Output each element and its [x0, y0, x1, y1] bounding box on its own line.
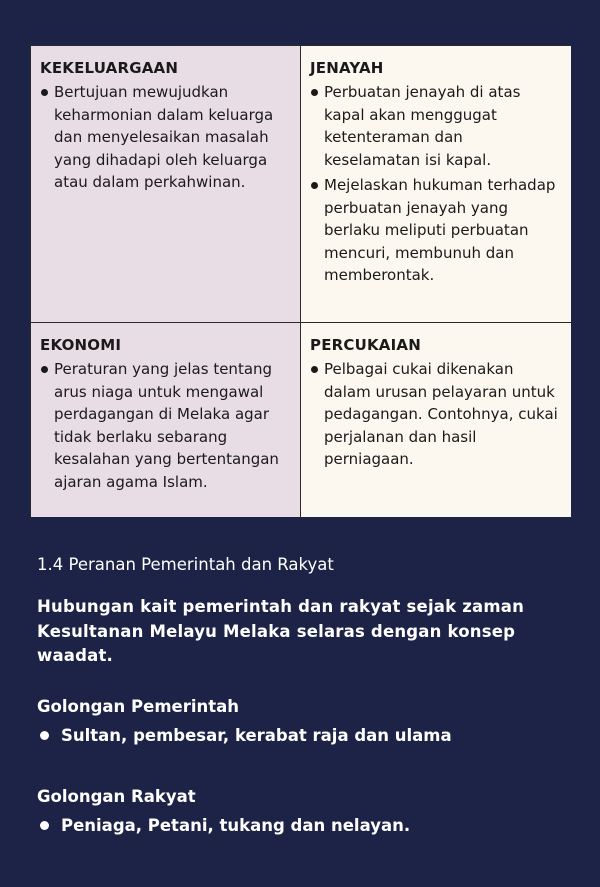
group-item-rakyat [37, 811, 577, 841]
group-title-pemerintah: Golongan Pemerintah [37, 696, 240, 716]
bullet-dot-icon [41, 366, 48, 373]
cell-percukaian [301, 323, 571, 517]
bullet-text: Perbuatan jenayah di atas kapal akan menggugat ketenteraman dan keselamatan isi kapal. [324, 83, 521, 169]
section-intro: Hubungan kait pemerintah dan rakyat sejak zaman Kesultanan Melayu Melaka selaras dengan konsep waadat. [37, 597, 525, 665]
bullet-dot-icon [311, 366, 318, 373]
bullet-dot-icon [311, 89, 318, 96]
cell-heading: KEKELUARGAAN [40, 59, 179, 77]
group-title-rakyat: Golongan Rakyat [37, 786, 196, 806]
group-item-text: Sultan, pembesar, kerabat raja dan ulama [61, 726, 452, 745]
law-table [30, 45, 570, 516]
bullet-dot-icon [311, 182, 318, 189]
bullet-dot-icon [40, 821, 49, 830]
section-title: 1.4 Peranan Pemerintah dan Rakyat [37, 555, 334, 574]
group-item-text: Peniaga, Petani, tukang dan nelayan. [61, 816, 411, 835]
bullet-text: Pelbagai cukai dikenakan dalam urusan pelayaran untuk pedagangan. Contohnya, cukai perjalanan dan hasil perniagaan. [324, 360, 558, 468]
bullet-text: Mejelaskan hukuman terhadap perbuatan jenayah yang berlaku meliputi perbuatan mencuri, membunuh dan memberontak. [324, 176, 556, 284]
section-content [37, 551, 577, 841]
group-item-pemerintah [37, 721, 577, 751]
bullet-item [310, 174, 561, 287]
cell-ekonomi [31, 323, 301, 517]
cell-heading: PERCUKAIAN [310, 336, 421, 354]
bullet-text: Bertujuan mewujudkan keharmonian dalam keluarga dan menyelesaikan masalah yang dihadapi oleh keluarga atau dalam perkahwinan. [54, 83, 274, 191]
cell-jenayah [301, 46, 571, 323]
cell-heading: JENAYAH [310, 59, 384, 77]
cell-heading: EKONOMI [40, 336, 122, 354]
bullet-dot-icon [40, 731, 49, 740]
bullet-item [40, 358, 290, 493]
bullet-dot-icon [41, 89, 48, 96]
bullet-item [310, 81, 561, 171]
bullet-item [310, 358, 561, 471]
cell-kekeluargaan [31, 46, 301, 323]
bullet-text: Peraturan yang jelas tentang arus niaga untuk mengawal perdagangan di Melaka agar tidak berlaku sebarang kesalahan yang bertentangan ajaran agama Islam. [54, 360, 279, 491]
bullet-item [40, 81, 290, 194]
